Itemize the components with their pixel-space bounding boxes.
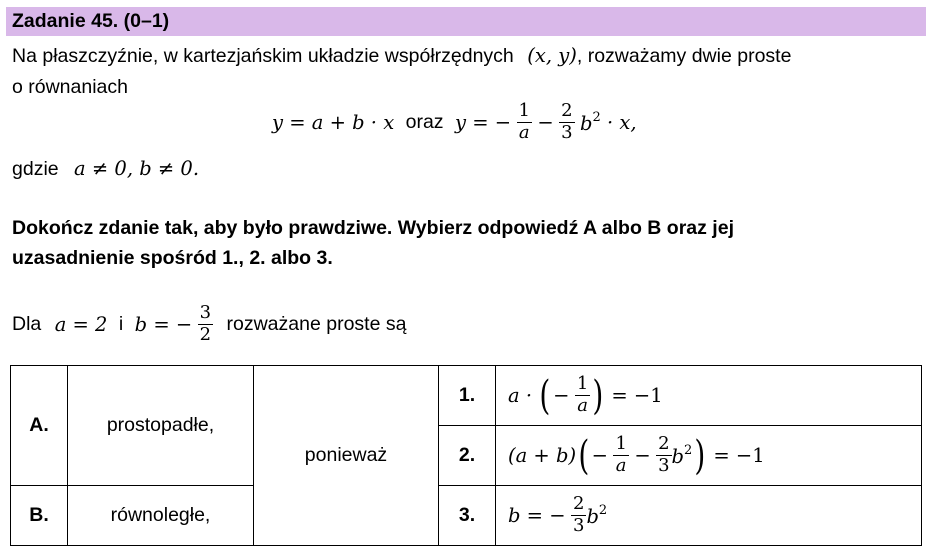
left-paren: ( xyxy=(539,372,551,419)
answer-table xyxy=(10,365,922,546)
gdzie-text: gdzie xyxy=(12,158,59,180)
dla-text: Dla xyxy=(12,312,42,335)
b-var: b xyxy=(586,505,599,528)
option-b-letter[interactable]: B. xyxy=(11,486,68,546)
condition-expr: a ≠ 0, b ≠ 0. xyxy=(74,157,200,180)
exponent: 2 xyxy=(592,109,601,125)
minus-sign: − xyxy=(591,444,609,467)
fraction-denominator: a xyxy=(615,455,627,476)
left-paren: ( xyxy=(578,432,590,479)
equation-1: y = a + b · x xyxy=(272,110,395,134)
fraction-1-over-a xyxy=(613,435,628,476)
j1-post: = −1 xyxy=(611,384,663,407)
exponent: 2 xyxy=(598,503,608,518)
j3-pre: b = − xyxy=(508,504,566,527)
right-paren: ) xyxy=(592,372,604,419)
fraction-denominator: a xyxy=(577,395,588,416)
fraction-denominator: a xyxy=(518,121,530,143)
b-squared xyxy=(580,109,601,135)
justification-3[interactable] xyxy=(496,486,922,546)
task-title: Zadanie 45. (0–1) xyxy=(12,10,170,32)
justification-2[interactable] xyxy=(496,426,922,486)
oraz-text: oraz xyxy=(405,110,444,133)
fraction-numerator: 3 xyxy=(199,302,212,323)
fraction-3-over-2 xyxy=(198,304,213,345)
b-value: b = − xyxy=(134,312,193,336)
because-cell: ponieważ xyxy=(254,366,439,546)
table-row xyxy=(11,486,922,546)
option-a-letter[interactable]: A. xyxy=(11,366,68,486)
fraction-denominator: 3 xyxy=(658,455,670,476)
option-a-text[interactable]: prostopadłe, xyxy=(68,366,254,486)
option-b-text[interactable]: równoległe, xyxy=(68,486,254,546)
table-row xyxy=(11,366,922,426)
justification-2-number[interactable]: 2. xyxy=(439,426,496,486)
minus-sign: − xyxy=(634,444,651,467)
justification-1[interactable] xyxy=(496,366,922,426)
fraction-denominator: 3 xyxy=(572,515,585,536)
j2-post: = −1 xyxy=(713,444,765,467)
b-squared xyxy=(586,505,607,528)
j1-pre: a · xyxy=(508,384,533,407)
task-header xyxy=(6,7,926,36)
exponent: 2 xyxy=(684,443,693,458)
a-value: a = 2 xyxy=(54,312,108,336)
equation-2-tail: · x, xyxy=(600,110,637,134)
fraction-numerator: 1 xyxy=(518,100,530,121)
intro-text-2: o równaniach xyxy=(12,76,128,98)
condition-line xyxy=(12,157,199,181)
coords: (x, y) xyxy=(527,44,577,67)
fraction-1-over-a xyxy=(575,375,590,416)
equations xyxy=(272,102,637,143)
justification-1-number[interactable]: 1. xyxy=(439,366,496,426)
fraction-numerator: 2 xyxy=(658,433,670,455)
instruction-text-2: uzasadnienie spośród 1., 2. albo 3. xyxy=(12,247,333,269)
intro-text-end: , rozważamy dwie proste xyxy=(576,45,792,67)
equation-2-lhs: y = − xyxy=(454,110,512,134)
fraction-numerator: 1 xyxy=(615,433,627,455)
fraction-numerator: 2 xyxy=(561,100,573,121)
b-var: b xyxy=(580,111,593,135)
intro-line-2 xyxy=(12,76,128,99)
instruction-line-2 xyxy=(12,247,333,270)
fraction-denominator: 3 xyxy=(561,121,573,143)
fraction-2-over-3 xyxy=(571,495,586,536)
fraction-numerator: 2 xyxy=(572,493,585,515)
fraction-2-over-3 xyxy=(559,102,574,143)
b-var: b xyxy=(671,445,685,468)
instruction-text-1: Dokończ zdanie tak, aby było prawdziwe. Wybierz odpowiedź A albo B oraz jej xyxy=(12,217,734,239)
statement-line xyxy=(12,304,406,345)
i-text: i xyxy=(118,312,124,335)
intro-text: Na płaszczyźnie, w kartezjańskim układzie współrzędnych xyxy=(12,45,514,67)
justification-3-number[interactable]: 3. xyxy=(439,486,496,546)
fraction-1-over-a xyxy=(517,102,532,143)
instruction-line-1 xyxy=(12,217,734,240)
right-paren: ) xyxy=(694,432,706,479)
minus-sign: − xyxy=(537,110,554,134)
b-squared xyxy=(672,445,693,468)
fraction-denominator: 2 xyxy=(199,323,212,345)
statement-rest: rozważane proste są xyxy=(226,312,407,335)
j2-pre: (a + b) xyxy=(508,444,577,467)
minus-sign: − xyxy=(553,384,570,407)
intro-line-1 xyxy=(12,44,791,68)
fraction-2-over-3 xyxy=(656,435,671,476)
fraction-numerator: 1 xyxy=(576,373,589,395)
